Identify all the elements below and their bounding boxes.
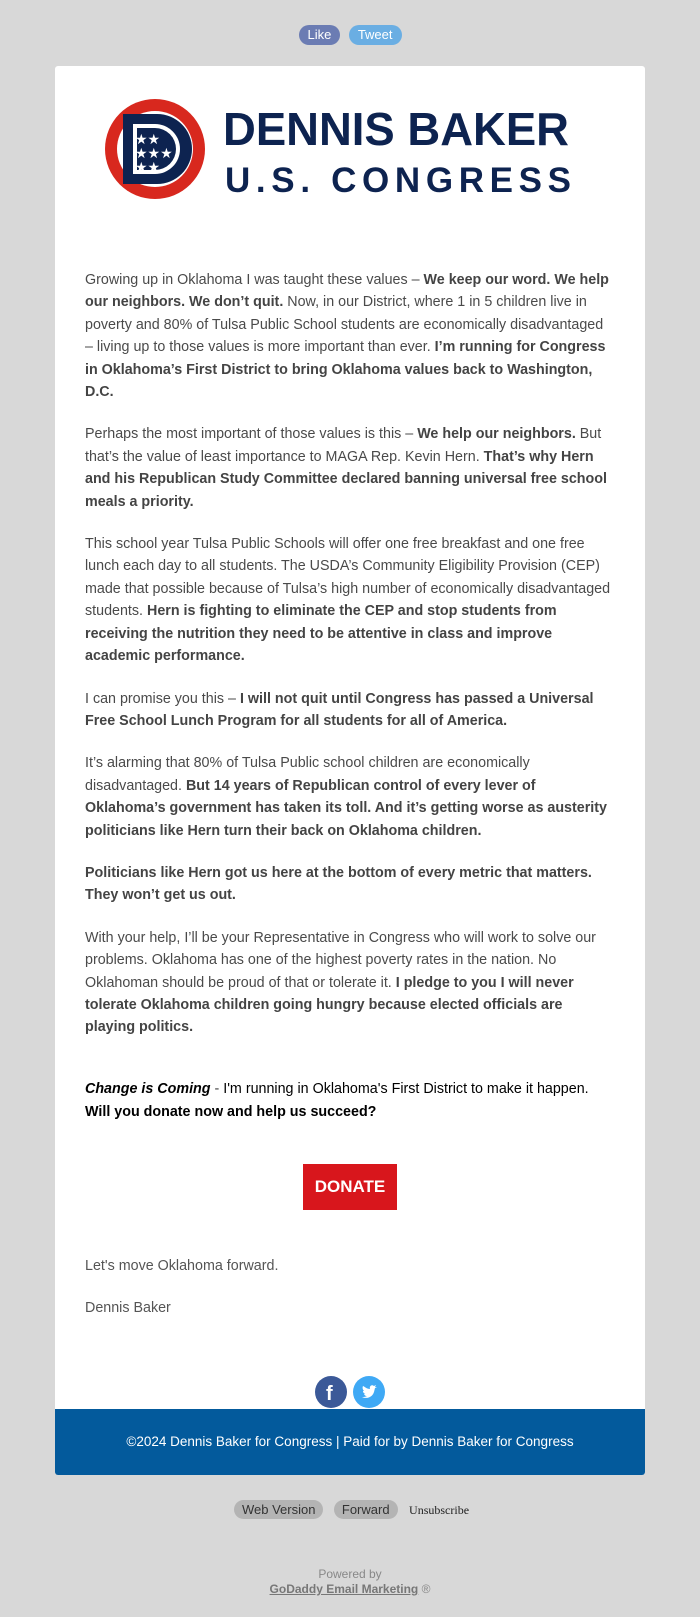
logo-name: DENNIS BAKER xyxy=(223,103,569,155)
bottom-links xyxy=(0,1500,700,1519)
facebook-icon[interactable] xyxy=(315,1376,347,1408)
closing-line: Let's move Oklahoma forward. xyxy=(85,1258,279,1274)
footer-disclaimer: ©2024 Dennis Baker for Congress | Paid for by Dennis Baker for Congress xyxy=(55,1409,645,1475)
body-text: It’s alarming that 80% of Tulsa Public school children are economically disadvantaged. xyxy=(85,755,530,794)
twitter-icon[interactable] xyxy=(353,1376,385,1408)
svg-text:★★: ★★ xyxy=(135,160,161,176)
cta-dash: - xyxy=(210,1081,224,1097)
signature: Dennis Baker xyxy=(85,1300,171,1316)
email-card xyxy=(55,66,645,1475)
svg-text:f: f xyxy=(325,1383,333,1405)
bold-text: Politicians like Hern got us here at the bottom of every metric that matters. They won’t get us out. xyxy=(85,864,592,904)
cta-text: I'm running in Oklahoma's First District to make it happen. xyxy=(223,1081,589,1097)
body-paragraph xyxy=(85,269,615,403)
bold-text: That’s why Hern and his Republican Study Committee declared banning universal free school meals a priority. xyxy=(85,448,607,510)
tweet-button[interactable]: Tweet xyxy=(349,25,402,45)
body-paragraph xyxy=(85,927,615,1039)
bold-text: I pledge to you I will never tolerate Oklahoma children going hungry because elected officials are playing politics. xyxy=(85,974,574,1036)
powered-by-label: Powered by xyxy=(318,1567,382,1581)
bold-text: We help our neighbors. xyxy=(417,426,576,443)
body-text: But that’s the value of least importance to MAGA Rep. Kevin Hern. xyxy=(85,426,602,465)
bold-text: Hern is fighting to eliminate the CEP and stop students from receiving the nutrition they need to be attentive in class and improve academic performance. xyxy=(85,603,557,665)
cta-question: Will you donate now and help us succeed? xyxy=(85,1104,377,1120)
body-text: This school year Tulsa Public Schools will offer one free breakfast and one free lunch each day to all students. The USDA’s Community Eligibility Provision (CEP) made that possible because of Tulsa’s high number of economically disadvantaged students. xyxy=(85,536,611,620)
godaddy-link[interactable]: GoDaddy Email Marketing xyxy=(269,1582,419,1596)
body-text: Perhaps the most important of those values is this – xyxy=(85,426,418,443)
body-text: Growing up in Oklahoma I was taught these values – xyxy=(85,272,424,288)
like-button[interactable]: Like xyxy=(299,25,341,45)
body-paragraph xyxy=(85,533,615,667)
campaign-logo xyxy=(105,98,595,208)
bold-text: But 14 years of Republican control of every lever of Oklahoma’s government has taken its toll. And it’s getting worse as austerity politicians like Hern turn their back on Oklahoma children. xyxy=(85,777,607,839)
cta-lead: Change is Coming xyxy=(85,1081,211,1097)
top-share-bar xyxy=(0,25,700,45)
bold-text: We keep our word. We help our neighbors. We don’t quit. xyxy=(85,272,609,311)
email-body xyxy=(85,269,615,1059)
forward-link[interactable]: Forward xyxy=(334,1500,398,1519)
call-to-action xyxy=(85,1078,615,1124)
bold-text: I’m running for Congress in Oklahoma’s First District to bring Oklahoma values back to Washington, D.C. xyxy=(85,339,606,401)
bold-text: I will not quit until Congress has passed a Universal Free School Lunch Program for all students for all of America. xyxy=(85,690,594,729)
powered-by xyxy=(0,1567,700,1597)
body-text: With your help, I’ll be your Representative in Congress who will work to solve our problems. Oklahoma has one of the highest poverty rates in the nation. No Oklahoman should be proud of that or tolerate it. xyxy=(85,929,596,991)
body-text: Now, in our District, where 1 in 5 children live in poverty and 80% of Tulsa Public School students are economically disadvantaged – living up to those values is more important than ever. xyxy=(85,294,604,356)
body-paragraph xyxy=(85,862,615,907)
unsubscribe-link[interactable]: Unsubscribe xyxy=(409,1503,470,1517)
body-paragraph xyxy=(85,752,615,842)
donate-button[interactable]: DONATE xyxy=(303,1164,397,1210)
web-version-link[interactable]: Web Version xyxy=(234,1500,323,1519)
social-links xyxy=(55,1376,645,1408)
body-paragraph xyxy=(85,423,615,513)
body-paragraph xyxy=(85,688,615,733)
logo-subtitle: U.S. CONGRESS xyxy=(225,161,571,200)
svg-text:★★: ★★ xyxy=(135,132,161,148)
registered-mark: ® xyxy=(418,1582,431,1596)
svg-text:★★★: ★★★ xyxy=(135,146,173,162)
body-text: I can promise you this – xyxy=(85,690,240,707)
